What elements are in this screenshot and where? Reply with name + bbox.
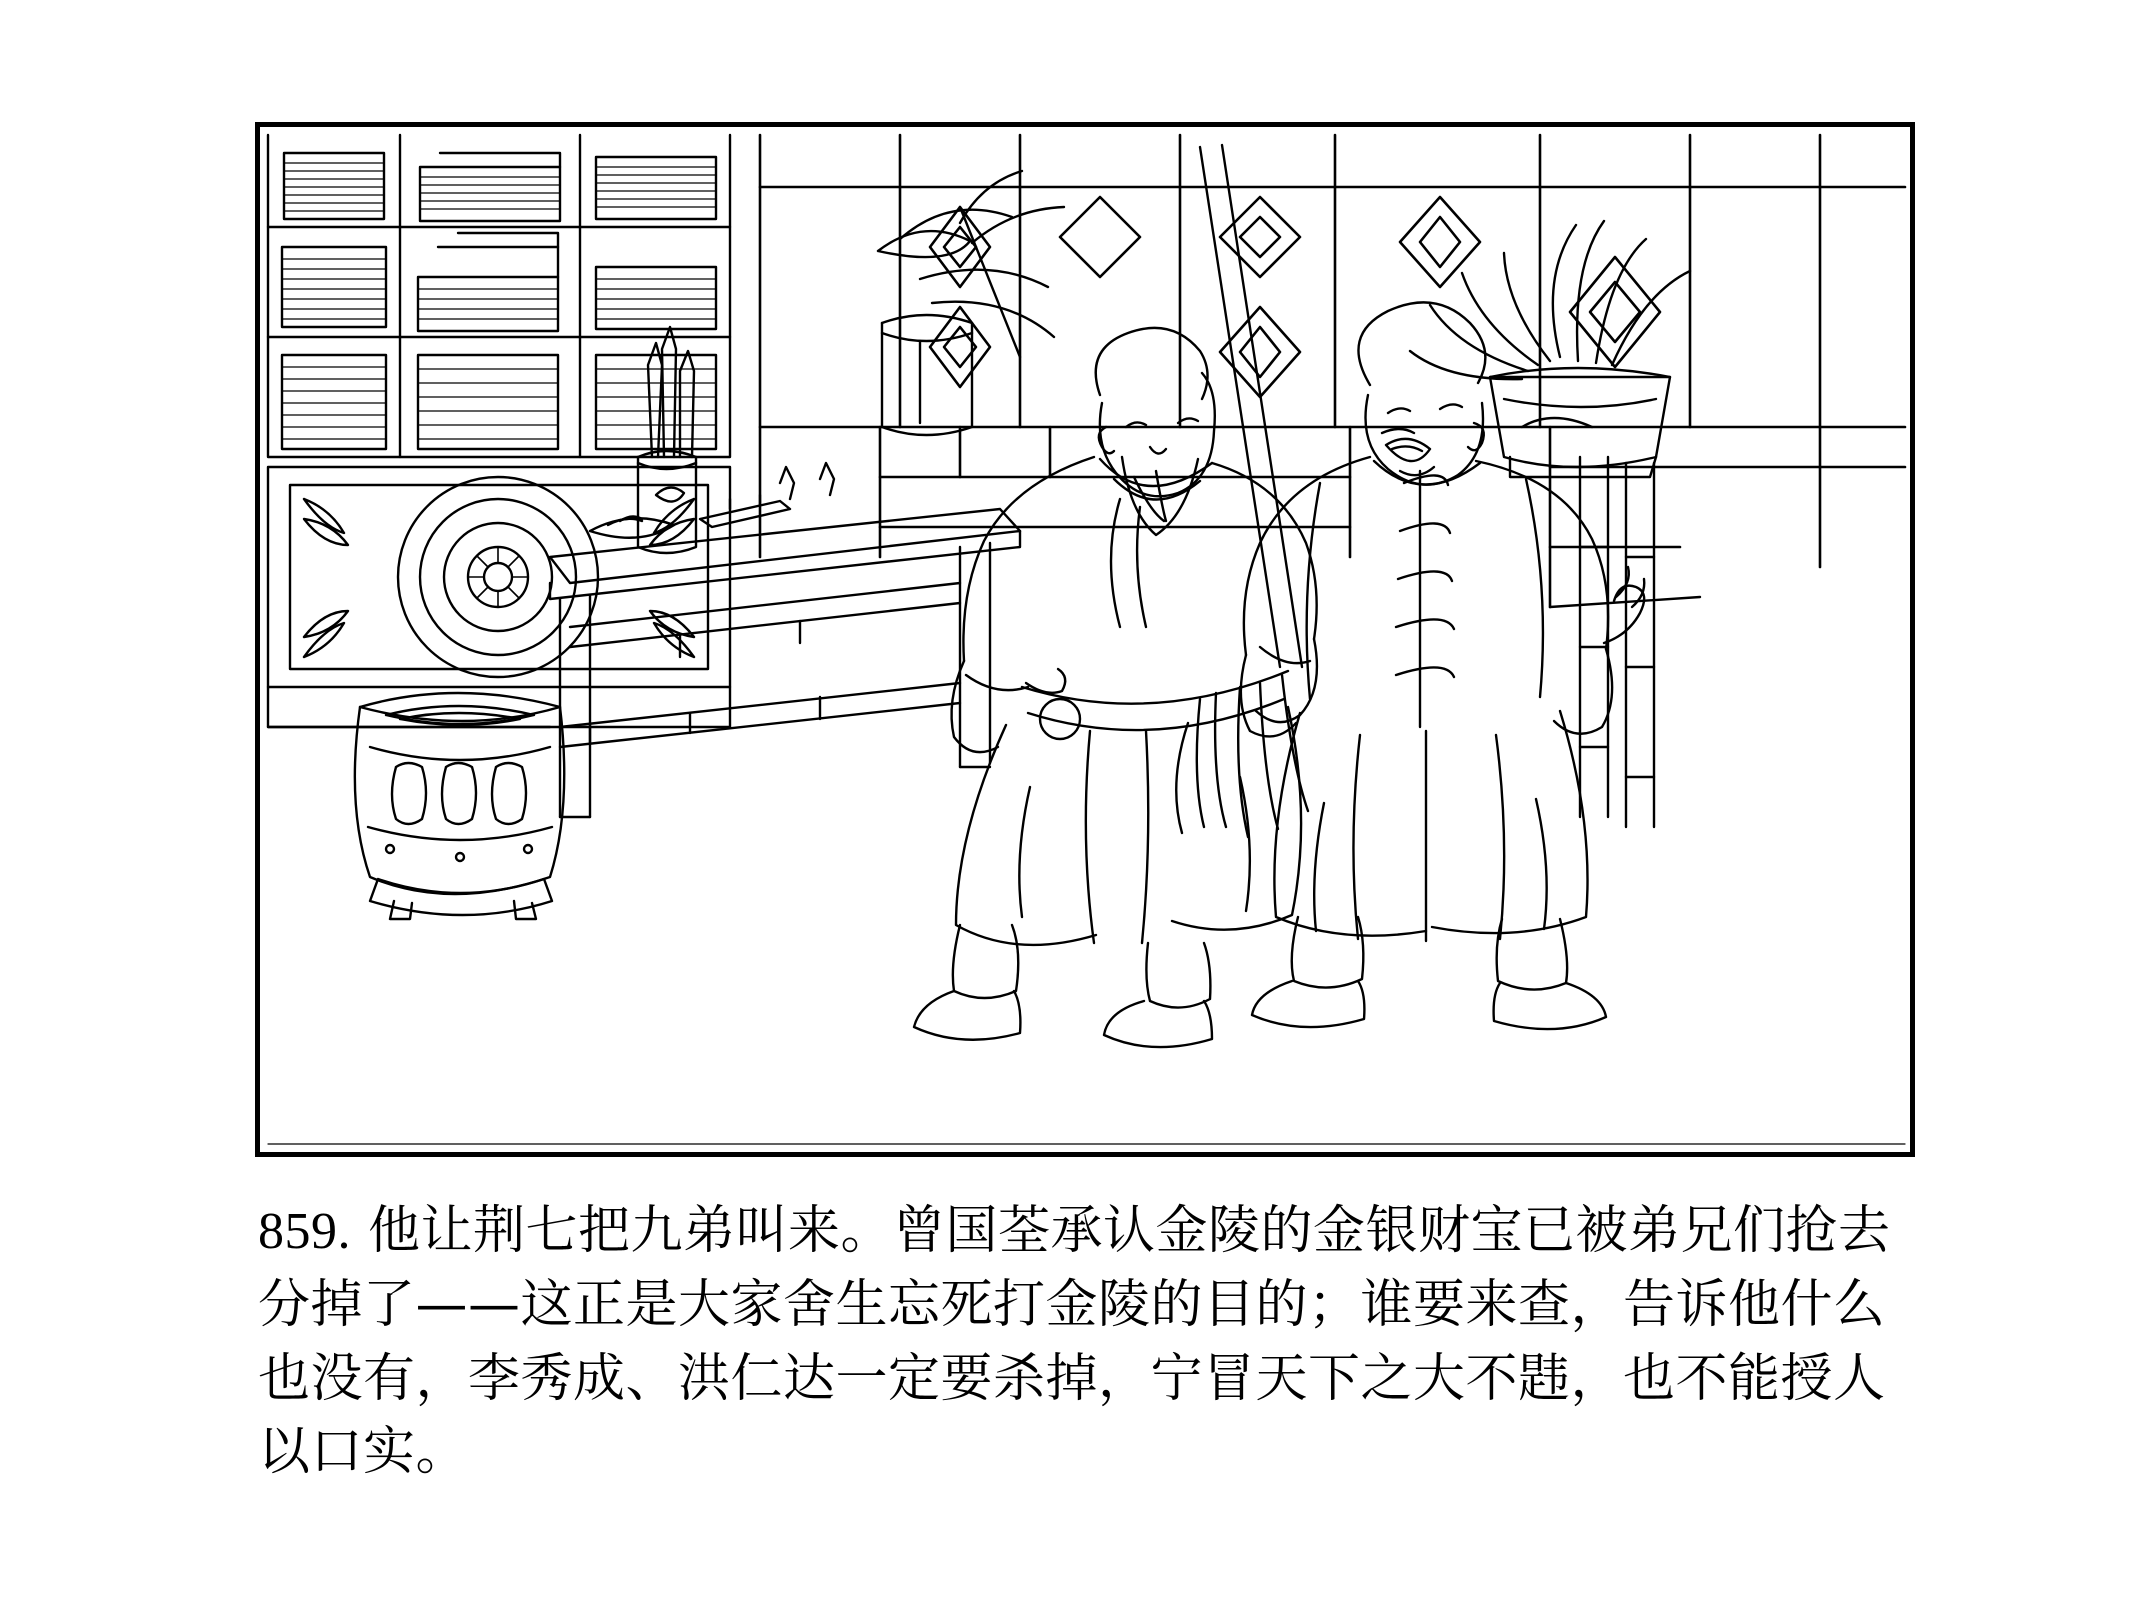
bamboo-canes [1200, 145, 1700, 827]
caption-text: 他让荆七把九弟叫来。曾国荃承认金陵的金银财宝已被弟兄们抢去分掉了——这正是大家舍生忘死打金陵的目的；谁要来查，告诉他什么也没有，李秀成、洪仁达一定要杀掉，宁冒天下之大不韪，也不能授人以口实。 [258, 1201, 1891, 1483]
bearded-man-figure [914, 328, 1317, 1047]
caption-block [258, 1195, 1918, 1490]
caption-number: 859. [258, 1203, 351, 1260]
latticed-screen-window [760, 135, 1905, 607]
desk-ornament-tray [590, 463, 834, 538]
line-art-drawing [260, 127, 1910, 1152]
potted-palm [878, 171, 1064, 435]
carved-cabinet-panel [268, 467, 730, 727]
illustration-panel [255, 122, 1915, 1157]
writing-desk [550, 509, 1020, 817]
